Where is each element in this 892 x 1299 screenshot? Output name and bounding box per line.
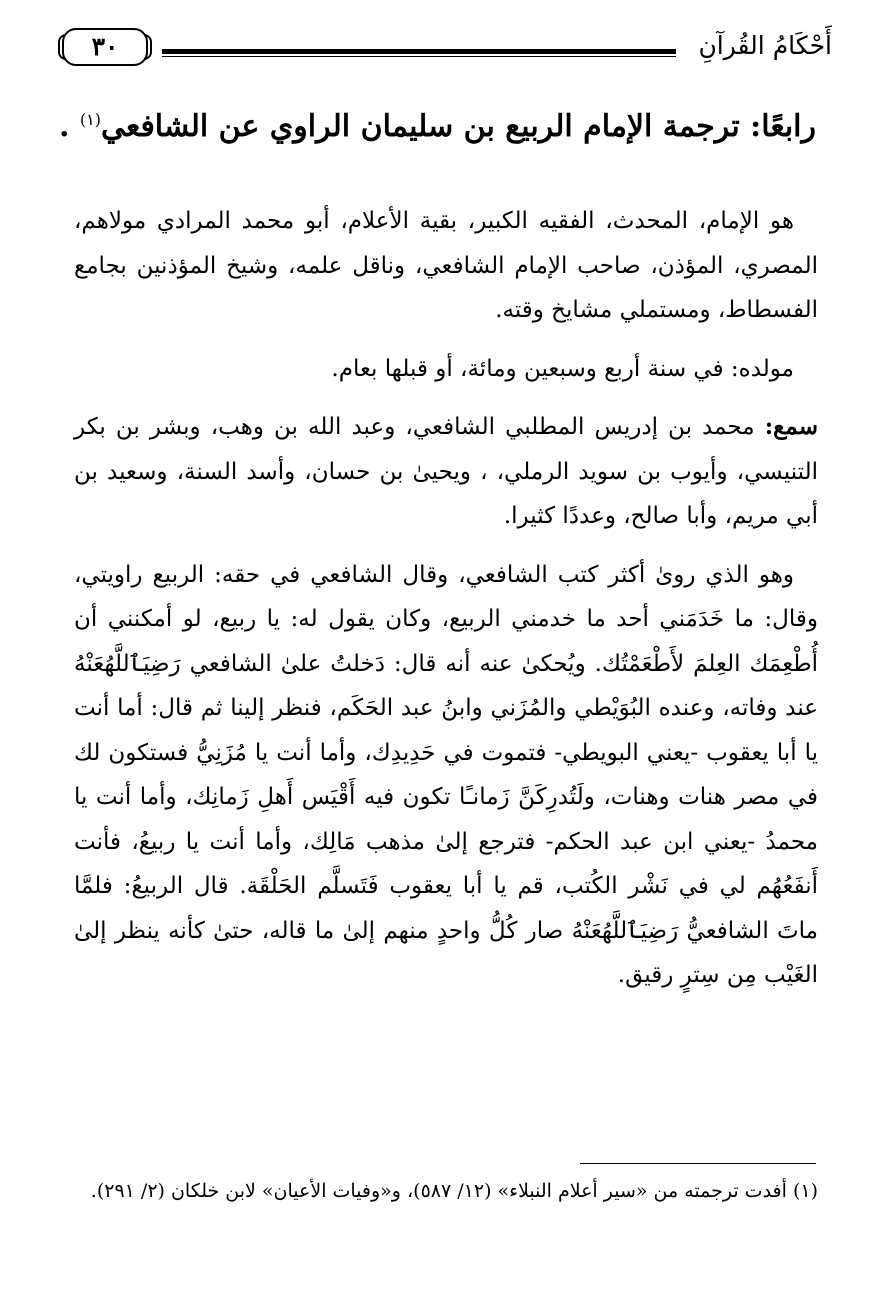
heading-footnote-marker[interactable]: (١) (79, 110, 101, 129)
paragraph-birth (74, 347, 818, 392)
header-rule (162, 49, 676, 57)
page-number-frame (62, 28, 148, 66)
paragraph-teachers (74, 405, 818, 539)
footnote (74, 1174, 818, 1208)
body-text (74, 199, 818, 1012)
paragraph-text: محمد بن إدريس المطلبي الشافعي، وعبد الله بن وهب، وبشر بن بكر التنيسي، وأيوب بن سويد الرملي، ، ويحيىٰ بن حسان، وأسد السنة، وسعيد بن أبي مريم، وأبا صالح، وعددًا كثيرا. (74, 414, 818, 529)
book-title: أَحْكَامُ القُرآنِ (698, 31, 832, 60)
running-header (62, 22, 832, 76)
section-heading (58, 96, 816, 151)
page-number: ٣٠ (91, 32, 119, 61)
paragraph-text: هو الإمام، المحدث، الفقيه الكبير، بقية الأعلام، أبو محمد المرادي مولاهم، المصري، المؤذن، صاحب الإمام الشافعي، وناقل علمه، وشيخ المؤذنين بجامع الفسطاط، ومستملي مشايخ وقته. (74, 208, 818, 323)
paragraph-text: وهو الذي روىٰ أكثر كتب الشافعي، وقال الشافعي في حقه: الربيع راويتي، وقال: ما خَدَمَني أحد ما خدمني الربيع، وكان يقول له: يا ربيع، لو أمكنني أن أُطْعِمَك العِلمَ لأَطْعَمْتُك. ويُحكىٰ عنه أنه قال: دَخلتُ علىٰ الشافعي رَضِيَٱللَّهُعَنْهُ عند وفاته، وعنده البُوَيْطي والمُزَني وابنُ عبد الحَكَم، فنظر إلينا ثم قال: أما أنت يا أبا يعقوب -يعني البويطي- فتموت في حَدِيدِك، وأما أنت يا مُزَنِيُّ فستكون لك في مصر هنات وهنات، ولَتُدرِكَنَّ زَمانـًا تكون فيه أَقْيَس أَهلِ زَمانِك، وأما أنت يا محمدُ -يعني ابن عبد الحكم- فترجع إلىٰ مذهب مَالِك، وأما أنت يا ربيعُ، فأنت أَنفَعُهُم لي في نَشْر الكُتب، قم يا أبا يعقوب فَتَسلَّم الحَلْقَة. قال الربيعُ: فلمَّا ماتَ الشافعيُّ رَضِيَٱللَّهُعَنْهُ صار كُلُّ واحدٍ منهم إلىٰ ما قاله، حتىٰ كأنه ينظر إلىٰ الغَيْب مِن سِترٍ رقيق. (74, 561, 818, 988)
paragraph-narration (74, 553, 818, 998)
paragraph-text: مولده: في سنة أربع وسبعين ومائة، أو قبلها بعام. (331, 355, 794, 382)
paragraph-lead-word: سمع: (764, 413, 818, 440)
paragraph-biography (74, 199, 818, 333)
heading-trailing-dot: . (58, 109, 70, 144)
footnote-separator (580, 1163, 816, 1164)
footnote-text: (١) أفدت ترجمته من «سير أعلام النبلاء» (١٢/ ٥٨٧)، و«وفيات الأعيان» لابن خلكان (٢/ ٢٩١). (90, 1180, 818, 1202)
section-heading-text: رابعًا: ترجمة الإمام الربيع بن سليمان الراوي عن الشافعي (100, 109, 816, 144)
